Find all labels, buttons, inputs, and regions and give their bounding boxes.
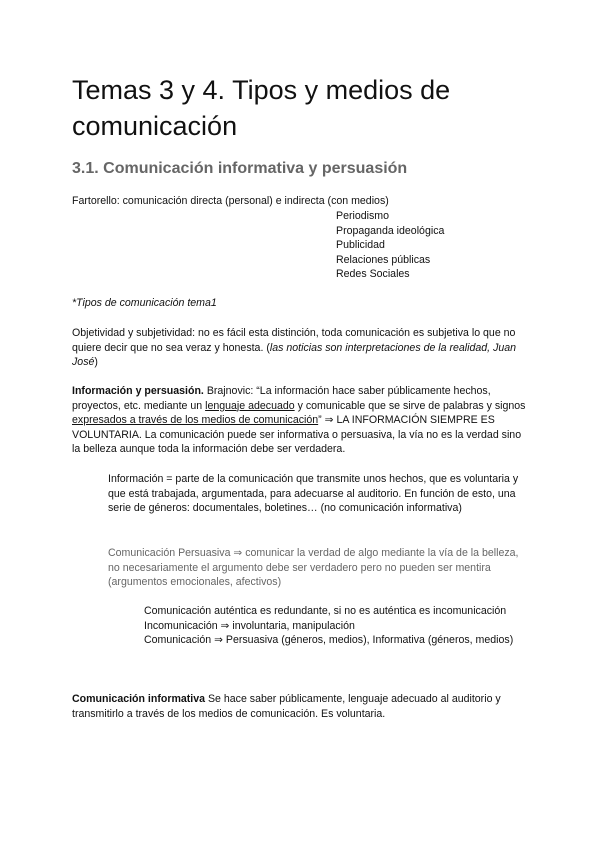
objetividad-close: ) bbox=[94, 356, 98, 369]
bullet-block bbox=[144, 604, 534, 648]
media-item: Publicidad bbox=[336, 239, 385, 252]
section-subtitle: 3.1. Comunicación informativa y persuasión bbox=[72, 160, 408, 177]
info-underline-2: expresados a través de los medios de comunicación bbox=[72, 414, 319, 427]
fartorello-paragraph: Fartorello: comunicación directa (personal) e indirecta (con medios) bbox=[72, 195, 389, 207]
media-list bbox=[336, 209, 444, 282]
persuasiva-definition: Comunicación Persuasiva ⇒ comunicar la verdad de algo mediante la vía de la belleza, no necesariamente el argumento debe ser verdadero pero no pueden ser mentira (argumentos emocionales, afectivos) bbox=[108, 547, 519, 589]
info-text-2: y comunicable que se sirve de palabras y signos bbox=[294, 399, 526, 412]
info-text-1: Brajnovic: “La información hace saber públicamente hechos, proyectos, etc. mediante un bbox=[72, 385, 491, 412]
informacion-definition: Información = parte de la comunicación que transmite unos hechos, que es voluntaria y que está trabajada, argumentada, para adecuarse al auditorio. En función de esto, una serie de géneros: documentales, boletines… (no comunicación informativa) bbox=[108, 473, 519, 515]
page-title: Temas 3 y 4. Tipos y medios de comunicación bbox=[72, 75, 451, 141]
objetividad-paragraph bbox=[72, 326, 532, 370]
bullet-line: Comunicación ⇒ Persuasiva (géneros, medios), Informativa (géneros, medios) bbox=[144, 634, 514, 647]
note-italic: *Tipos de comunicación tema1 bbox=[72, 297, 217, 309]
info-underline-1: lenguaje adecuado bbox=[205, 399, 295, 412]
media-item: Propaganda ideológica bbox=[336, 224, 445, 237]
media-item: Redes Sociales bbox=[336, 268, 410, 281]
media-item: Relaciones públicas bbox=[336, 253, 431, 266]
com-informativa-heading: Comunicación informativa bbox=[72, 693, 206, 705]
info-persuasion-heading: Información y persuasión. bbox=[72, 385, 204, 397]
objetividad-text: Objetividad y subjetividad: no es fácil esta distinción, toda comunicación es subjetiva lo que no quiere decir que no sea veraz y honesta. ( bbox=[72, 327, 516, 354]
objetividad-italic: las noticias son interpretaciones de la realidad, Juan José bbox=[72, 341, 517, 369]
bullet-line: Comunicación auténtica es redundante, si no es auténtica es incomunicación bbox=[144, 605, 507, 617]
comunicacion-informativa-paragraph bbox=[72, 692, 532, 721]
com-informativa-text: Se hace saber públicamente, lenguaje adecuado al auditorio y transmitirlo a través de los medios de comunicación. Es voluntaria. bbox=[72, 693, 501, 720]
info-persuasion-paragraph bbox=[72, 384, 532, 457]
media-item: Periodismo bbox=[336, 210, 389, 222]
note-text bbox=[72, 296, 532, 311]
info-text-3: ” ⇒ LA INFORMACIÓN SIEMPRE ES VOLUNTARIA. La comunicación puede ser informativa o persuasiva, la vía no es la verdad sino la belleza aunque toda la información debe ser verdadera. bbox=[72, 414, 522, 456]
bullet-line: Incomunicación ⇒ involuntaria, manipulación bbox=[144, 619, 355, 632]
